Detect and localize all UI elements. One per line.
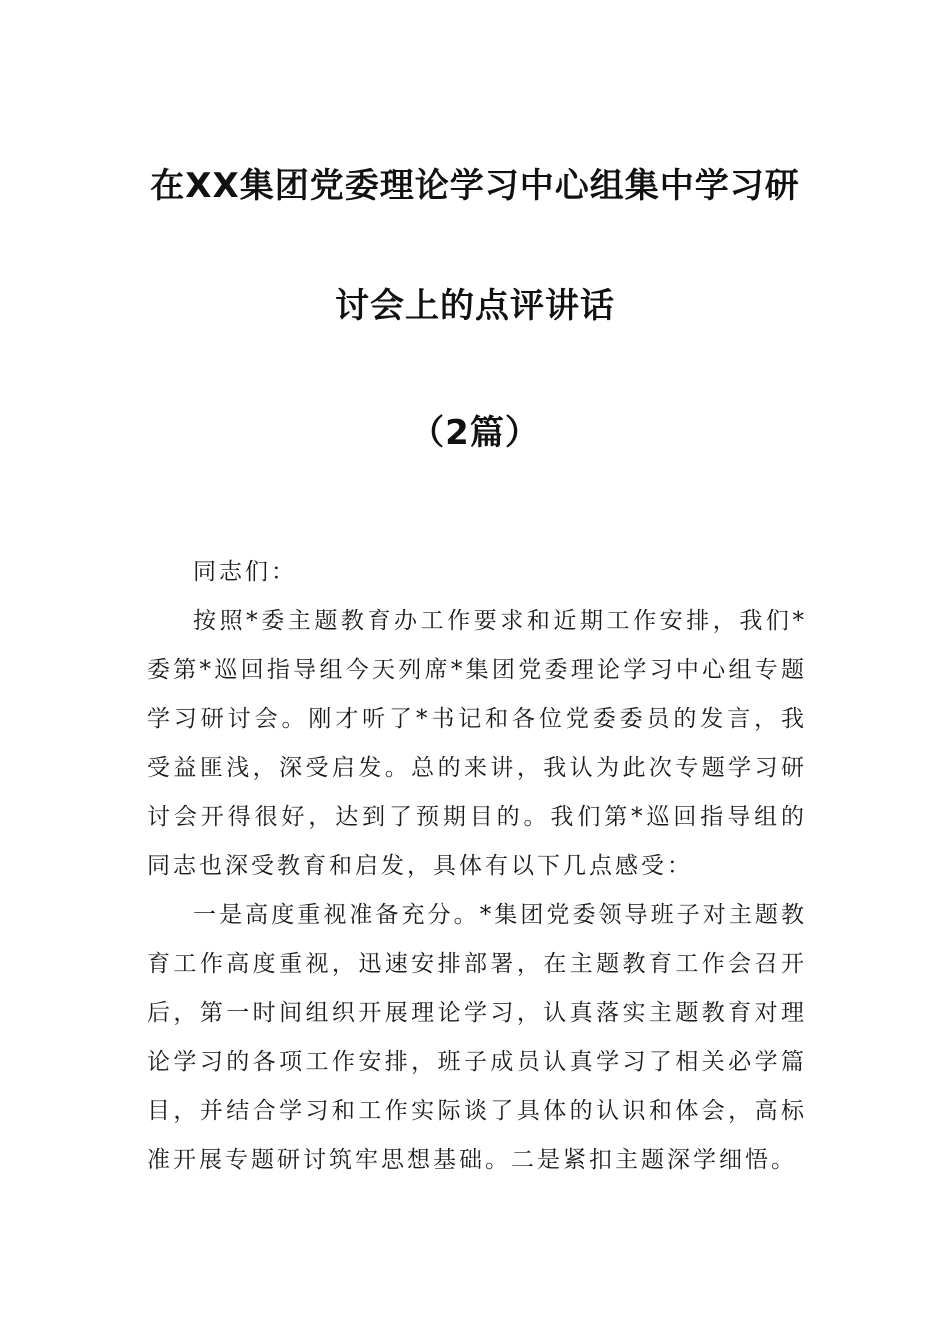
document-subtitle: （2篇） — [410, 413, 540, 453]
document-body — [147, 548, 807, 1185]
document-title-line-1: 在XX集团党委理论学习中心组集中学习研 — [150, 166, 800, 206]
document-title-line-2: 讨会上的点评讲话 — [335, 286, 615, 326]
salutation-paragraph: 同志们： — [193, 559, 297, 585]
body-paragraph: 一是高度重视准备充分。*集团党委领导班子对主题教育工作高度重视，迅速安排部署，在主题教育工作会召开后，第一时间组织开展理论学习，认真落实主题教育对理论学习的各项工作安排，班子成员认真学习了相关必学篇目，并结合学习和工作实际谈了具体的认识和体会，高标准开展专题研讨筑牢思想基础。二是紧扣主题深学细悟。 — [147, 902, 807, 1173]
body-paragraph: 按照*委主题教育办工作要求和近期工作安排，我们*委第*巡回指导组今天列席*集团党委理论学习中心组专题学习研讨会。刚才听了*书记和各位党委委员的发言，我受益匪浅，深受启发。总的来讲，我认为此次专题学习研讨会开得很好，达到了预期目的。我们第*巡回指导组的同志也深受教育和启发，具体有以下几点感受： — [147, 608, 807, 879]
